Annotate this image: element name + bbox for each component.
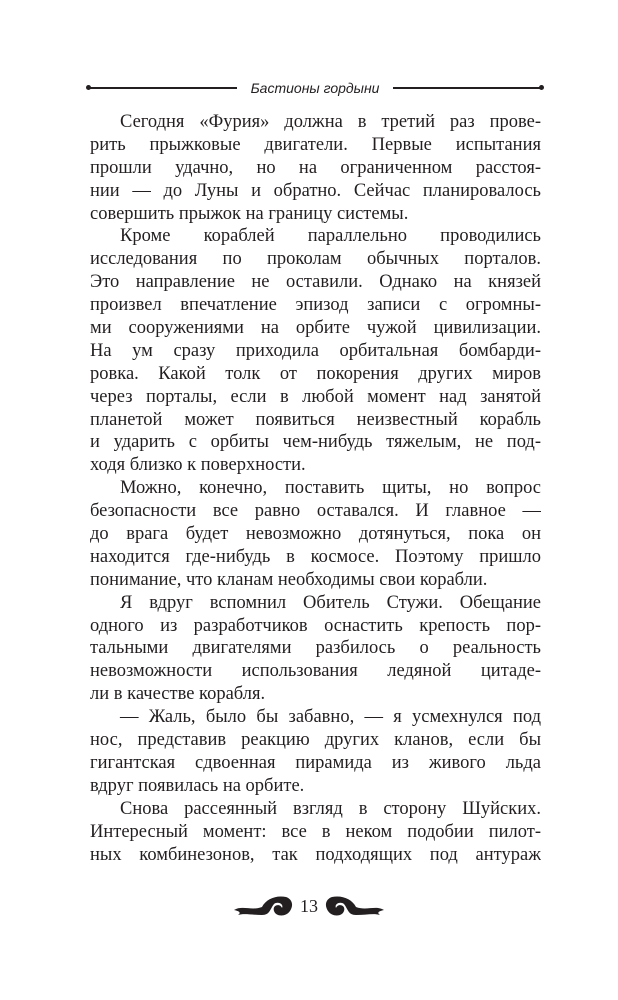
text-line: тальными двигателями разбилось о реальность bbox=[90, 638, 541, 659]
text-line: Снова рассеянный взгляд в сторону Шуйских. bbox=[120, 798, 541, 819]
paragraph bbox=[90, 798, 541, 867]
text-line: Сегодня «Фурия» должна в третий раз прове- bbox=[120, 112, 541, 132]
text-line: ровка. Какой толк от покорения других миров bbox=[90, 363, 541, 384]
text-line: Это направление не оставили. Однако на князей bbox=[90, 272, 541, 293]
paragraph bbox=[90, 111, 541, 225]
text-line: ходя близко к поверхности. bbox=[90, 455, 306, 476]
text-line: планетой может появиться неизвестный корабль bbox=[90, 409, 541, 430]
text-line: гигантская сдвоенная пирамида из живого льда bbox=[90, 752, 541, 773]
text-line: вдруг появилась на орбите. bbox=[90, 775, 305, 796]
text-line: до врага будет невозможно дотянуться, пока он bbox=[90, 524, 541, 545]
text-line: Можно, конечно, поставить щиты, но вопрос bbox=[120, 478, 541, 499]
page-footer bbox=[0, 893, 618, 919]
text-line: — Жаль, было бы забавно, — я усмехнулся под bbox=[120, 707, 541, 728]
text-line: прошли удачно, но на ограниченном расстоя- bbox=[90, 157, 541, 178]
text-line: одного из разработчиков оснастить крепость пор- bbox=[90, 615, 541, 636]
text-line: На ум сразу приходила орбитальная бомбарди- bbox=[90, 340, 541, 361]
page-number: 13 bbox=[300, 895, 318, 916]
paragraph bbox=[90, 225, 541, 477]
text-line: ми сооружениями на орбите чужой цивилизации. bbox=[90, 318, 541, 339]
paragraph bbox=[90, 477, 541, 591]
text-line: ли в качестве корабля. bbox=[90, 684, 266, 705]
text-line: Я вдруг вспомнил Обитель Стужи. Обещание bbox=[120, 592, 541, 613]
text-line: понимание, что кланам необходимы свои корабли. bbox=[90, 569, 488, 590]
body-text bbox=[90, 111, 541, 866]
header-rule-right bbox=[393, 87, 542, 89]
running-header bbox=[88, 78, 542, 98]
text-line: исследования по проколам обычных порталов. bbox=[90, 249, 541, 270]
paragraph bbox=[90, 592, 541, 706]
text-line: рить прыжковые двигатели. Первые испытания bbox=[90, 134, 541, 155]
text-line: ных комбинезонов, так подходящих под антураж bbox=[90, 844, 541, 865]
text-line: невозможности использования ледяной цитаде- bbox=[90, 661, 541, 682]
text-line: и ударить с орбиты чем-нибудь тяжелым, не под- bbox=[90, 432, 541, 453]
text-line: через порталы, если в любой момент над занятой bbox=[90, 386, 541, 407]
text-line: Интересный момент: все в неком подобии пилот- bbox=[90, 821, 541, 842]
ornament-right-icon bbox=[324, 893, 386, 919]
header-rule-left bbox=[88, 87, 237, 89]
text-line: находится где-нибудь в космосе. Поэтому пришло bbox=[90, 546, 541, 567]
text-line: совершить прыжок на границу системы. bbox=[90, 203, 409, 224]
ornament-left-icon bbox=[232, 893, 294, 919]
text-line: нос, представив реакцию других кланов, если бы bbox=[90, 730, 541, 751]
running-title: Бастионы гордыни bbox=[250, 80, 380, 96]
text-line: нии — до Луны и обратно. Сейчас планировалось bbox=[90, 180, 541, 201]
text-line: произвел впечатление эпизод записи с огромны- bbox=[90, 295, 541, 316]
text-line: Кроме кораблей параллельно проводились bbox=[120, 226, 541, 247]
text-line: безопасности все равно оставался. И главное — bbox=[90, 501, 541, 522]
paragraph bbox=[90, 706, 541, 798]
